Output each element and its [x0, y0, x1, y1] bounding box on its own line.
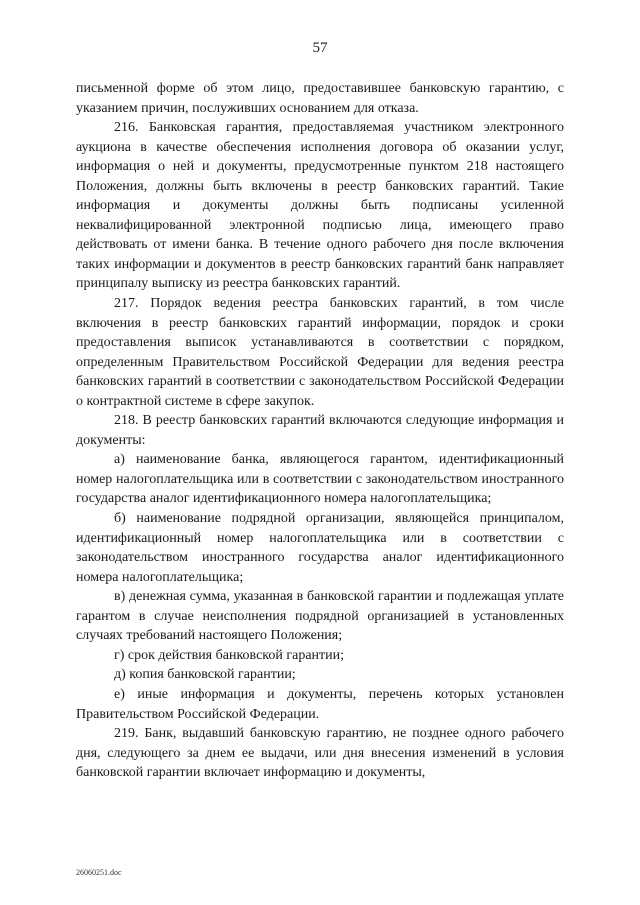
- list-item-v: в) денежная сумма, указанная в банковской гарантии и подлежащая уплате гарантом в случае неисполнения подрядной организацией в установленных случаях требований настоящего Положения;: [76, 589, 564, 644]
- page-number: 57: [312, 40, 328, 56]
- paragraph-219: 219. Банк, выдавший банковскую гарантию, не позднее одного рабочего дня, следующего за днем ее выдачи, или дня внесения изменений в условия банковской гарантии включает информацию и документы,: [76, 726, 564, 781]
- paragraph-continuation: письменной форме об этом лицо, предоставившее банковскую гарантию, с указанием причин, послуживших основанием для отказа.: [76, 81, 564, 116]
- footer-file-name: 26060251.doc: [76, 868, 122, 877]
- list-item-g: г) срок действия банковской гарантии;: [114, 647, 345, 663]
- list-item-d: д) копия банковской гарантии;: [114, 667, 296, 683]
- list-item-e: е) иные информация и документы, перечень которых установлен Правительством Российской Федерации.: [76, 686, 564, 722]
- paragraph-217: 217. Порядок ведения реестра банковских гарантий, в том числе включения в реестр банковских гарантий информации, порядок и сроки предоставления выписок устанавливаются в соответствии с порядком, определенным Правительством Российской Федерации для ведения реестра банковских гарантий в соответствии с законодательством Российской Федерации о контрактной системе в сфере закупок.: [76, 296, 564, 409]
- list-item-b: б) наименование подрядной организации, являющейся принципалом, идентификационный номер налогоплательщика или в соответствии с законодательством иностранного государства аналог идентификационного номера налогоплательщика;: [76, 511, 564, 585]
- paragraph-218: 218. В реестр банковских гарантий включаются следующие информация и документы:: [76, 413, 564, 448]
- paragraph-216: 216. Банковская гарантия, предоставляемая участником электронного аукциона в качестве обеспечения исполнения договора об оказании услуг, информация о ней и документы, предусмотренные пунктом 218 настоящего Положения, должны быть включены в реестр банковских гарантий. Такие информация и документы должны быть подписаны усиленной неквалифицированной электронной подписью лица, имеющего право действовать от имени банка. В течение одного рабочего дня после включения таких информации и документов в реестр банковских гарантий банк направляет принципалу выписку из реестра банковских гарантий.: [76, 120, 564, 292]
- list-item-a: а) наименование банка, являющегося гарантом, идентификационный номер налогоплательщика или в соответствии с законодательством иностранного государства аналог идентификационного номера налогоплательщика;: [76, 452, 564, 507]
- document-body: [76, 79, 564, 783]
